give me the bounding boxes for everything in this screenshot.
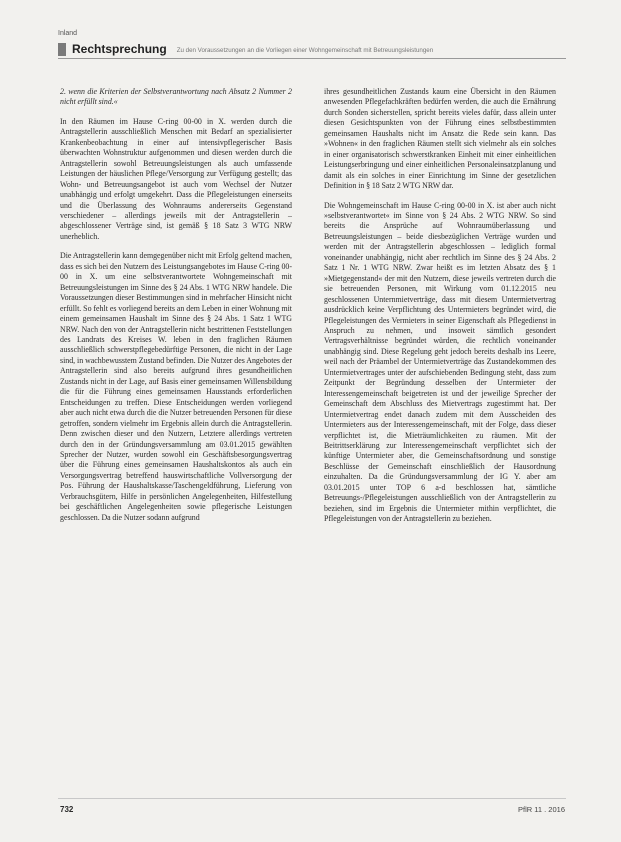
page-title: Rechtsprechung — [72, 42, 167, 56]
paragraph: Die Antragstellerin kann demgegenüber nicht mit Erfolg geltend machen, dass es sich bei den Nutzern des Leistungsangebotes im Hause C-ring 00-00 in X. um eine selbstverantwortete Wohngemeinschaft mit Betreuungsleistungen im Sinne des § 24 Abs. 1 WTG NRW handele. Die Voraussetzungen dieser Bestimmungen sind in mehrfacher Hinsicht nicht erfüllt. So fehlt es vorliegend bereits an dem Leben in einer Wohnung mit einem gemeinsamen Haushalt im Sinne des § 24 Abs. 1 Satz 1 WTG NRW. Nach den von der Antragstellerin nicht bestrittenen Feststellungen des Landrats des Kreises W. leben in den fraglichen Räumen ausschließlich schwerstpflegebedürftige Personen, die nicht in der Lage sind, in wachbewusstem Zustand befinden. Die Nutzer des Angebotes der Antragstellerin sind also bereits aufgrund ihres gesundheitlichen Zustands nicht in der Lage, auf Basis einer gemeinsamen Willensbildung die für die Führung eines gemeinsamen Hausstands erforderlichen Entscheidungen zu treffen. Diese Entscheidungen werden vorliegend aber auch nicht etwa durch die die Nutzer betreuenden Personen für diese getroffen, sondern vielmehr im Ergebnis allein durch die Antragstellerin. Denn zwischen dieser und den Nutzern, Letztere allerdings vertreten durch den in der Gründungsversammlung am 03.01.2015 gewählten Sprecher der Nutzer, wurden sowohl ein Geschäftsbesorgungsvertrag über die Führung eines gemeinsamen Haushaltskontos als auch ein Versorgungsvertrag betreffend hauswirtschaftliche Vollversorgung der Pos. Führung der Haushaltskasse/Taschengeldführung, Lieferung von Verbrauchsgütern, Hilfe in persönlichen Angelegenheiten, Hilfestellung bei geschäftlichen Angelegenheiten sowie pflegerische Leistungen geschlossen. Da die Nutzer sodann aufgrund — [60, 251, 292, 522]
paragraph: In den Räumen im Hause C-ring 00-00 in X. werden durch die Antragstellerin ausschließlich Menschen mit Bedarf an spezialisierter Krankenbeobachtung in einer auf intensivpflegerischer Basis überwachten Wohnstruktur aufgenommen und diesen werden durch die Antragstellerin sowohl Betreuungsleistungen als auch umfassende Leistungen der häuslichen Pflege/Versorgung zur Verfügung gestellt; das Wohn- und Betreuungsangebot ist auch vom Wechsel der Nutzer unabhängig und erfolgt umgekehrt. Dass die Pflegeleistungen einerseits und die Überlassung des Wohnraums andererseits Gegenstand verschiedener – allerdings jeweils mit der Antragstellerin – abgeschlossener Verträge sind, ist gemäß § 18 Satz 3 WTG NRW unerheblich. — [60, 116, 292, 241]
header-divider — [58, 58, 566, 59]
journal-reference: PflR 11 . 2016 — [518, 805, 565, 814]
paragraph: ihres gesundheitlichen Zustands kaum eine Übersicht in den Räumen anwesenden Pflegefachkräften bedürfen werden, die auch die Ernährung durch Sonden sicherstellen, spricht bereits vieles dafür, dass allein unter diesen Gesichtspunkten von der Führung eines selbstbestimmten gemeinsamen Haushalts nicht im Ansatz die Rede sein kann. Das »Wohnen« in den fraglichen Räumen stellt sich vielmehr als ein solches in einer organisatorisch schwerstkranken Einheit mit einer einheitlichen Leistungserbringung und einer einheitlichen Personaleinsatzplanung und damit als ein solches in einer Einrichtung im Sinne der gesetzlichen Definition in § 18 Satz 2 WTG NRW dar. — [324, 87, 556, 191]
left-column — [60, 87, 292, 532]
header-accent-block — [58, 43, 66, 56]
section-tag: Inland — [58, 30, 78, 37]
paragraph: Die Wohngemeinschaft im Hause C-ring 00-00 in X. ist aber auch nicht »selbstverantwortet« im Sinne von § 24 Abs. 2 WTG NRW. So sind bereits die Ansprüche auf Wohnraumüberlassung und Betreuungsleistungen – beide diesbezüglichen Verträge wurden und werden mit der Antragstellerin abgeschlossen – lediglich formal voneinander unabhängig, nicht aber rechtlich im Sinne des § 24 Abs. 2 Satz 1 Nr. 1 WTG NRW. Zwar heißt es im letzten Absatz des § 1 »Mietgegenstand« der mit den Nutzern, diese jeweils vertreten durch die sie betreuenden Personen, mit Wirkung vom 01.12.2015 neu geschlossenen Unternmietverträge, dass mit diesem Untermietvertrag ausdrücklich keine Verpflichtung des Untermieters begründet wird, die Pflegeleistungen des Vermieters in seiner Eigenschaft als Pflegedienst in Anspruch zu nehmen, und insoweit sämtlich gesondert Vertragsverhältnisse begründet würden, die rechtlich voneinander unabhängig sind. Diese Regelung geht jedoch bereits deshalb ins Leere, weil nach der Präambel der Untermietverträge das Zustandekommen des Untermietvertrages unter der aufschiebenden Bedingung steht, dass zum Zeitpunkt der Begründung desselben der Untermieter der Interessengemeinschaft beigetreten ist und der jeweilige Sprecher der Gemeinschaft dem Abschluss des Mietvertrags zugestimmt hat. Der Untermietvertrag endet danach zudem mit dem Ausscheiden des Untermieters aus der Interessengemeinschaft, mit der Folge, dass dieser verpflichtet ist, die Mieträumlichkeiten zu räumen. Mit der Beitrittserklärung zur Interessengemeinschaft verpflichtet sich der künftige Untermieter aber, die Gemeinschaftsordnung und sonstige Beschlüsse der Gemeinschaft einschließlich der Hausordnung einzuhalten. Da die Gründungsversammlung der IG Y. aber am 03.01.2015 unter TOP 6 a-d beschlossen hat, sämtliche Betreuungs-/Pflegeleistungen ausschließlich von der Antragstellerin zu beziehen, sind im Ergebnis die Untermieter mithin verpflichtet, die Pflegeleistungen von der Antragstellerin zu beziehen. — [324, 200, 556, 524]
section-heading: 2. wenn die Kriterien der Selbstverantwortung nach Absatz 2 Nummer 2 nicht erfüllt sind.« — [60, 87, 292, 107]
footer-divider — [58, 798, 566, 799]
right-column — [324, 87, 556, 534]
page-subtitle: Zu den Voraussetzungen an die Vorliegen einer Wohngemeinschaft mit Betreuungsleistungen — [176, 47, 434, 54]
page-number: 732 — [60, 805, 74, 814]
page-header — [58, 41, 566, 56]
